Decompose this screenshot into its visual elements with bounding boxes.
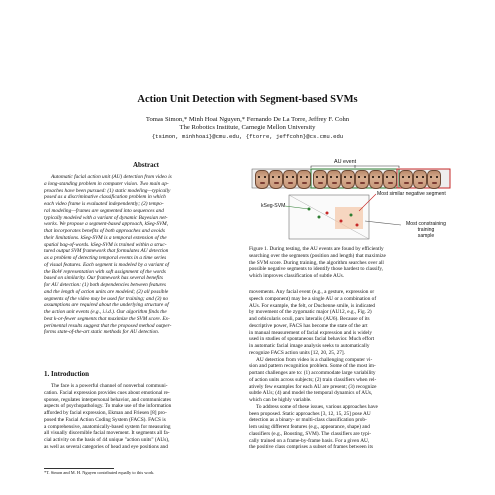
- body-line: afforded by facial expression, Ekman and Friesen [8] pro-: [44, 410, 167, 416]
- abstract-line: their limitations. kSeg-SVM is a temporal extension of the: [44, 234, 167, 241]
- face-frame: [427, 170, 441, 189]
- face-frame: [341, 170, 355, 189]
- caption-line: the SVM score. During training, the algorithm searches over all: [249, 259, 384, 266]
- body-line: AUs. For example, the felt, or Duchenne smile, is indicated: [249, 302, 376, 309]
- abstract-line: works. We propose a segment-based approach, kSeg-SVM,: [44, 221, 169, 228]
- abstract-body: [44, 174, 248, 336]
- body-line: a comprehensive, anatomically-based system for measuring: [44, 423, 171, 430]
- body-line: cial activity on the basis of 44 unique "action units" (AUs),: [44, 437, 170, 443]
- body-line: speech component) may be a single AU or a combination of: [249, 295, 377, 302]
- abstract-line: based on similarity. Our framework has several benefits: [44, 275, 163, 282]
- abstract-line: that incorporates benefits of both approaches and avoids: [44, 228, 165, 234]
- kseg-svm-label: kSeg-SVM: [261, 203, 286, 209]
- body-line: recognize FACS action units [12, 20, 25, 27].: [249, 349, 345, 356]
- body-line: The face is a powerful channel of nonverbal communi-: [51, 383, 168, 389]
- abstract-line: of visual features. Each segment is modeled by a variant of: [44, 261, 169, 268]
- body-line: atively few examples for each AU are present; (3) recognize: [249, 383, 377, 390]
- abstract-line: best k-or-fewer segments that maximize the SVM score. Ex-: [44, 315, 170, 322]
- body-line: classifiers (e.g., Boosting, SVM). The classifiers are typi-: [249, 430, 371, 437]
- body-line: descriptive power, FACS has become the state of the art: [249, 322, 368, 329]
- negative-segment-label: Most similar negative segment: [377, 191, 446, 197]
- face-frame: [369, 170, 383, 189]
- body-line: of action units across subjects; (2) train classifiers when rel-: [249, 376, 377, 383]
- abstract-line: each video frame is evaluated independently; (2) tempo-: [44, 201, 164, 207]
- body-line: which can be highly variable.: [249, 397, 312, 403]
- figure-1: [249, 159, 453, 243]
- caption-line: which improves classification of subtle AUs.: [249, 273, 345, 279]
- face-frame: [383, 170, 397, 189]
- face-frame: [313, 170, 327, 189]
- abstract-line: tured output SVM framework that formulates AU detection: [44, 248, 169, 255]
- abstract-line: the BoW representation with soft assignment of the words: [44, 268, 166, 275]
- training-sample-label: [401, 221, 451, 239]
- abstract-line: posed as a discriminative classification problem in which: [44, 194, 166, 201]
- face-frame: [413, 170, 427, 189]
- abstract-line: assumptions are required about the underlying structure of: [44, 302, 169, 309]
- body-line: lem using different features (e.g., appearance, shape) and: [249, 424, 370, 430]
- author-emails: {tsimon, minhhoai}@cmu.edu, {ftorre, jeffcohn}@cs.cmu.edu: [151, 132, 344, 140]
- face-frame: [297, 170, 311, 189]
- body-line: in manual measurement of facial expression and is widely: [249, 329, 372, 336]
- abstract-line: typically modeled with a variant of dynamic Bayesian net-: [44, 214, 168, 221]
- right-column-body: [249, 289, 453, 451]
- footnote-divider: [44, 468, 114, 469]
- body-line: sion and pattern recognition problem. Some of the most im-: [249, 363, 376, 370]
- abstract-line: the action unit events (e.g., i.i.d.). Our algorithm finds the: [44, 309, 167, 315]
- body-line: subtle AUs; (4) and model the temporal dynamics of AUs,: [249, 390, 373, 397]
- abstract-line: spatial bag-of-words. kSeg-SVM is trained within a struc-: [44, 241, 167, 248]
- body-line: detection as a binary- or multi-class classification prob-: [249, 417, 367, 424]
- abstract-line: segments of the video may be used for training; and (3) no: [44, 295, 169, 302]
- face-frame: [355, 170, 369, 189]
- abstract-line: forms state-of-the-art static methods for AU detection.: [44, 329, 160, 336]
- body-line: been proposed. Static approaches [3, 12, 15, 25] pose AU: [249, 410, 371, 417]
- body-line: posed the Facial Action Coding System (FACS). FACS is: [44, 416, 166, 423]
- section-heading-introduction: 1. Introduction: [44, 370, 89, 378]
- abstract-line: a long-standing problem in computer vision. Two main ap-: [44, 180, 169, 187]
- abstract-line: as a problem of detecting temporal events in a time series: [44, 255, 167, 261]
- face-frame: [255, 170, 269, 189]
- face-frame: [327, 170, 341, 189]
- abstract-line: and the length of action units are modeled; (2) all possible: [44, 288, 169, 295]
- face-frame: [269, 170, 283, 189]
- affiliation: The Robotics Institute, Carnegie Mellon University: [179, 124, 316, 132]
- body-line: portant challenges are to: (1) accommodate large variability: [249, 370, 376, 376]
- training-sample-region: [335, 207, 363, 229]
- abstract-heading: Abstract: [132, 161, 160, 169]
- body-line: used in studies of spontaneous facial behavior. Much effort: [249, 336, 375, 343]
- body-line: sponse, regulates interpersonal behavior, and communicates: [44, 396, 172, 403]
- body-line: and orbicularis oculi, pars lateralis (AU6). Because of its: [249, 316, 370, 322]
- body-line: aspects of psychopathology. To make use of the information: [44, 403, 172, 410]
- training-arrow: [365, 221, 401, 225]
- body-line: the positive class comprises a subset of frames between its: [249, 444, 374, 451]
- abstract-line: ral modeling—frames are segmented into sequences and: [44, 207, 164, 214]
- introduction-body: [44, 383, 248, 451]
- body-line: all visually discernible facial movement. It segments all fa-: [44, 430, 170, 437]
- body-line: cation. Facial expression provides cues about emotional re-: [44, 389, 170, 396]
- face-frame: [283, 170, 297, 189]
- body-line: in automatic facial image analysis seeks to automatically: [249, 343, 370, 349]
- caption-line: Figure 1. During testing, the AU events are found by efficiently: [249, 246, 384, 252]
- abstract-line: for AU detection: (1) both dependencies between features: [44, 282, 166, 288]
- abstract-line: Automatic facial action unit (AU) detection from video is: [51, 174, 172, 180]
- caption-line: possible negative segments to identify those hardest to classify,: [249, 266, 383, 273]
- face-frame: [399, 170, 413, 189]
- body-line: cally trained on a frame-by-frame basis. For a given AU,: [249, 437, 370, 444]
- footnote: *T. Simon and M. H. Nguyen contributed equally to this work.: [44, 470, 155, 475]
- abstract-line: perimental results suggest that the proposed method outper-: [44, 322, 172, 329]
- author-block: [0, 116, 495, 141]
- au-event-label: AU event: [334, 159, 357, 165]
- training-label-line: sample: [417, 233, 435, 239]
- caption-line: searching over the segments (position and length) that maximize: [249, 252, 386, 259]
- abstract-line: proaches have been pursued: (1) static modeling—typically: [44, 187, 171, 194]
- body-line: To address some of these issues, various approaches have: [256, 403, 378, 410]
- body-line: movements. Any facial event (e.g., a gesture, expression or: [249, 289, 375, 295]
- figure-1-caption: [249, 246, 453, 280]
- training-label-line: Most constraining training: [406, 221, 446, 233]
- body-line: as well as several categories of head and eye positions and: [44, 443, 168, 450]
- body-line: AU detection from video is a challenging computer vi-: [256, 356, 373, 363]
- author-names: Tomas Simon,* Minh Hoai Nguyen,* Fernando De La Torre, Jeffrey F. Cohn: [145, 116, 350, 123]
- body-line: by movement of the zygomatic major (AU12, e.g., Fig. 2): [249, 309, 372, 316]
- paper-title: Action Unit Detection with Segment-based SVMs: [137, 94, 358, 105]
